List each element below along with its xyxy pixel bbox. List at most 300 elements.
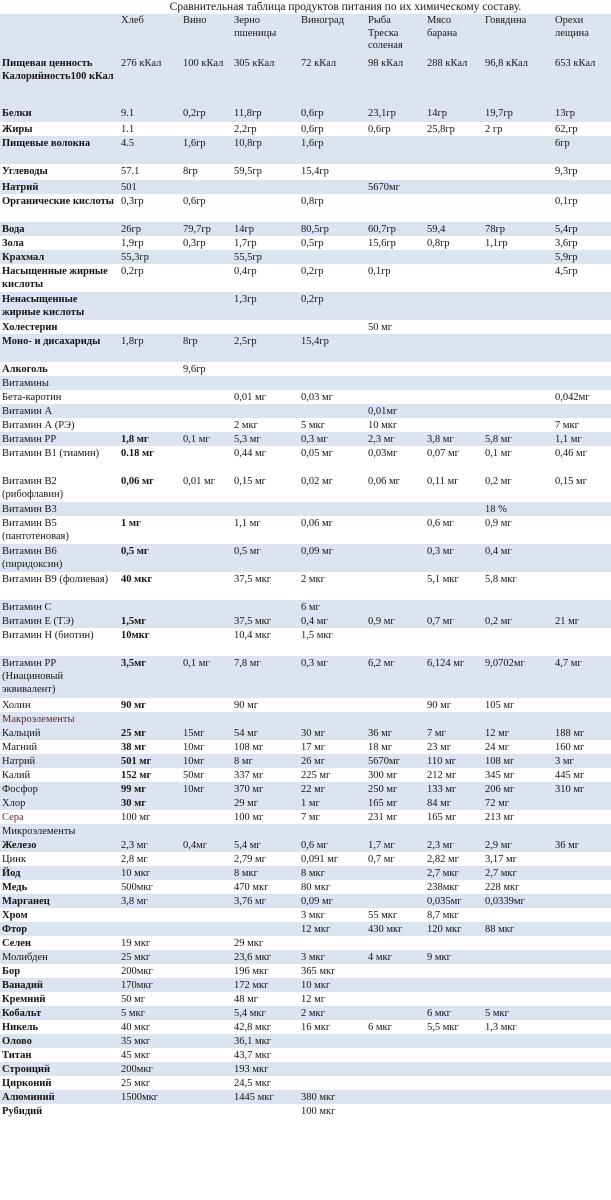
table-cell	[118, 502, 180, 516]
table-row	[0, 1034, 611, 1048]
table-cell: 36,1 мкг	[231, 1034, 298, 1048]
row-label: Зола	[0, 236, 118, 250]
table-row	[0, 894, 611, 908]
table-row	[0, 950, 611, 964]
table-cell	[118, 922, 180, 936]
table-row	[0, 726, 611, 740]
row-label: Жиры	[0, 122, 118, 136]
table-cell: 2 гр	[482, 122, 552, 136]
table-cell	[180, 866, 231, 880]
table-cell	[424, 824, 482, 838]
table-cell	[118, 418, 180, 432]
table-cell	[482, 292, 552, 320]
table-cell: 3 мкг	[298, 950, 365, 964]
table-cell: 0,6гр	[365, 122, 424, 136]
table-cell: 1,1 мг	[552, 432, 611, 446]
table-cell	[118, 712, 180, 726]
table-cell: 1445 мкг	[231, 1090, 298, 1104]
table-row	[0, 502, 611, 516]
table-cell: 8 мкг	[298, 866, 365, 880]
table-cell: 1500мкг	[118, 1090, 180, 1104]
table-cell: 5,3 мг	[231, 432, 298, 446]
table-cell: 0,09 мг	[298, 544, 365, 572]
table-cell	[482, 1104, 552, 1118]
table-cell: 10мкг	[118, 628, 180, 656]
table-cell	[231, 362, 298, 376]
table-cell	[424, 334, 482, 362]
row-label: Холестерин	[0, 320, 118, 334]
table-cell: 40 мкг	[118, 572, 180, 600]
table-cell	[365, 866, 424, 880]
table-cell	[180, 936, 231, 950]
table-cell: 25 мкг	[118, 950, 180, 964]
table-cell	[552, 936, 611, 950]
table-cell	[365, 600, 424, 614]
table-cell	[424, 1048, 482, 1062]
table-cell: 0,1гр	[365, 264, 424, 292]
table-cell	[298, 824, 365, 838]
table-cell	[424, 1104, 482, 1118]
table-cell	[365, 250, 424, 264]
table-row	[0, 978, 611, 992]
table-cell	[180, 600, 231, 614]
table-cell	[552, 852, 611, 866]
table-cell	[552, 978, 611, 992]
row-label: Медь	[0, 880, 118, 894]
table-row	[0, 1076, 611, 1090]
table-cell: 6,124 мг	[424, 656, 482, 698]
table-cell: 9 мкг	[424, 950, 482, 964]
table-cell: 5,8 мкг	[482, 572, 552, 600]
table-cell: 21 мг	[552, 614, 611, 628]
table-cell: 90 мг	[118, 698, 180, 712]
table-row	[0, 418, 611, 432]
table-cell	[298, 1048, 365, 1062]
table-cell	[231, 502, 298, 516]
row-label: Микроэлементы	[0, 824, 118, 838]
table-cell	[298, 712, 365, 726]
table-cell: 0,1 мг	[180, 656, 231, 698]
table-cell	[180, 250, 231, 264]
table-cell	[552, 1048, 611, 1062]
table-cell: 0,07 мг	[424, 446, 482, 474]
row-label: Витамин РР (Ниациновый эквивалент)	[0, 656, 118, 698]
table-cell: 98 кКал	[365, 56, 424, 106]
table-cell: 0,44 мг	[231, 446, 298, 474]
row-label: Алюминий	[0, 1090, 118, 1104]
table-row	[0, 838, 611, 852]
table-cell	[180, 180, 231, 194]
header-row	[0, 14, 611, 56]
table-cell	[180, 880, 231, 894]
row-label: Витамин Н (биотин)	[0, 628, 118, 656]
table-cell	[552, 404, 611, 418]
table-cell	[552, 1062, 611, 1076]
table-cell	[180, 628, 231, 656]
row-label: Фтор	[0, 922, 118, 936]
row-label: Витамины	[0, 376, 118, 390]
table-cell	[552, 1104, 611, 1118]
table-cell: 160 мг	[552, 740, 611, 754]
table-cell	[552, 362, 611, 376]
table-cell	[482, 978, 552, 992]
row-label: Витамин А (РЭ)	[0, 418, 118, 432]
table-cell: 6,2 мг	[365, 656, 424, 698]
table-cell	[482, 1034, 552, 1048]
table-row	[0, 852, 611, 866]
table-row	[0, 1104, 611, 1118]
table-cell	[365, 292, 424, 320]
table-cell: 0,4мг	[180, 838, 231, 852]
table-cell: 10,8гр	[231, 136, 298, 164]
table-cell: 300 мг	[365, 768, 424, 782]
table-cell	[424, 264, 482, 292]
table-cell: 8 мг	[231, 754, 298, 768]
table-body	[0, 14, 611, 1118]
table-cell: 43,7 мкг	[231, 1048, 298, 1062]
table-row	[0, 334, 611, 362]
table-cell: 2,79 мг	[231, 852, 298, 866]
table-cell	[552, 894, 611, 908]
table-cell: 11,8гр	[231, 106, 298, 122]
table-cell	[118, 362, 180, 376]
table-cell: 9,0702мг	[482, 656, 552, 698]
table-cell	[424, 292, 482, 320]
table-cell: 196 мкг	[231, 964, 298, 978]
table-cell: 0,7 мг	[424, 614, 482, 628]
table-row	[0, 236, 611, 250]
row-label: Олово	[0, 1034, 118, 1048]
table-cell	[180, 1090, 231, 1104]
table-cell: 15,4гр	[298, 164, 365, 180]
table-cell: 206 мг	[482, 782, 552, 796]
row-label: Вода	[0, 222, 118, 236]
table-cell	[552, 922, 611, 936]
table-cell: 0,8гр	[298, 194, 365, 222]
table-cell	[552, 292, 611, 320]
table-cell	[482, 1048, 552, 1062]
table-cell: 0,05 мг	[298, 446, 365, 474]
section-label: Макроэлементы	[0, 712, 118, 726]
header-corner	[0, 14, 118, 56]
table-row	[0, 936, 611, 950]
table-row	[0, 600, 611, 614]
table-cell: 90 мг	[231, 698, 298, 712]
table-cell	[552, 320, 611, 334]
table-cell: 10мг	[180, 782, 231, 796]
table-cell: 0.18 мг	[118, 446, 180, 474]
table-cell: 0,2 мг	[482, 614, 552, 628]
section-label: Сера	[0, 810, 118, 824]
table-row	[0, 1062, 611, 1076]
table-row	[0, 250, 611, 264]
table-cell	[231, 180, 298, 194]
table-row	[0, 740, 611, 754]
table-cell	[552, 1006, 611, 1020]
table-cell: 8гр	[180, 334, 231, 362]
row-label: Стронций	[0, 1062, 118, 1076]
table-row	[0, 136, 611, 164]
table-cell	[552, 810, 611, 824]
table-cell: 50 мг	[365, 320, 424, 334]
row-label: Железо	[0, 838, 118, 852]
table-cell: 430 мкг	[365, 922, 424, 936]
table-cell: 4 мкг	[365, 950, 424, 964]
table-cell: 55,5гр	[231, 250, 298, 264]
table-cell: 0,091 мг	[298, 852, 365, 866]
table-cell	[424, 600, 482, 614]
table-cell	[365, 164, 424, 180]
table-row	[0, 1048, 611, 1062]
table-cell: 231 мг	[365, 810, 424, 824]
table-cell: 110 мг	[424, 754, 482, 768]
table-row	[0, 922, 611, 936]
table-cell: 0,15 мг	[231, 474, 298, 502]
row-label: Кальций	[0, 726, 118, 740]
row-label: Моно- и дисахариды	[0, 334, 118, 362]
table-cell	[118, 390, 180, 404]
table-cell: 305 кКал	[231, 56, 298, 106]
table-cell	[180, 1062, 231, 1076]
table-cell	[424, 978, 482, 992]
table-cell: 500мкг	[118, 880, 180, 894]
table-cell	[482, 908, 552, 922]
table-cell	[180, 712, 231, 726]
table-cell: 9.1	[118, 106, 180, 122]
table-cell: 54 мг	[231, 726, 298, 740]
table-row	[0, 824, 611, 838]
table-cell	[180, 1104, 231, 1118]
table-cell: 13гр	[552, 106, 611, 122]
table-cell: 3,5мг	[118, 656, 180, 698]
table-cell: 37,5 мкг	[231, 614, 298, 628]
table-cell	[298, 1034, 365, 1048]
table-row	[0, 474, 611, 502]
table-cell: 200мкг	[118, 964, 180, 978]
table-row	[0, 908, 611, 922]
table-cell	[180, 572, 231, 600]
table-cell	[298, 250, 365, 264]
table-cell	[482, 824, 552, 838]
table-cell: 36 мг	[552, 838, 611, 852]
row-label: Фосфор	[0, 782, 118, 796]
table-cell: 45 мкг	[118, 1048, 180, 1062]
table-cell	[552, 992, 611, 1006]
table-cell	[180, 418, 231, 432]
table-cell	[365, 824, 424, 838]
table-cell	[180, 810, 231, 824]
table-cell: 0,15 мг	[552, 474, 611, 502]
column-header: Орехи лещина	[552, 14, 611, 56]
row-label: Бор	[0, 964, 118, 978]
column-header: Мясо барана	[424, 14, 482, 56]
table-row	[0, 880, 611, 894]
table-cell: 2,3 мг	[365, 432, 424, 446]
table-cell	[231, 600, 298, 614]
table-row	[0, 572, 611, 600]
table-row	[0, 1006, 611, 1020]
table-cell	[482, 1076, 552, 1090]
table-cell	[365, 572, 424, 600]
table-cell: 2,3 мг	[424, 838, 482, 852]
table-cell: 1,7гр	[231, 236, 298, 250]
table-cell: 310 мг	[552, 782, 611, 796]
table-cell	[365, 390, 424, 404]
table-cell: 88 мкг	[482, 922, 552, 936]
table-cell	[231, 712, 298, 726]
table-cell: 288 кКал	[424, 56, 482, 106]
row-label: Магний	[0, 740, 118, 754]
table-cell: 5 мкг	[482, 1006, 552, 1020]
table-cell: 2 мкг	[298, 1006, 365, 1020]
table-cell	[552, 180, 611, 194]
table-cell: 0,3 мг	[298, 432, 365, 446]
table-cell: 0,2 мг	[482, 474, 552, 502]
table-cell: 3,17 мг	[482, 852, 552, 866]
table-cell	[552, 950, 611, 964]
row-label: Рубидий	[0, 1104, 118, 1118]
table-cell: 0,02 мг	[298, 474, 365, 502]
table-cell: 2 мкг	[231, 418, 298, 432]
table-row	[0, 264, 611, 292]
table-cell: 25,8гр	[424, 122, 482, 136]
table-cell: 0,1 мг	[180, 432, 231, 446]
table-cell: 108 мг	[231, 740, 298, 754]
table-cell	[298, 376, 365, 390]
table-cell: 78гр	[482, 222, 552, 236]
table-cell	[424, 320, 482, 334]
table-cell: 26 мг	[298, 754, 365, 768]
table-cell	[180, 404, 231, 418]
table-cell: 84 мг	[424, 796, 482, 810]
table-cell	[552, 698, 611, 712]
table-cell	[365, 712, 424, 726]
table-cell: 29 мкг	[231, 936, 298, 950]
table-cell: 18 мг	[365, 740, 424, 754]
table-cell	[180, 978, 231, 992]
table-row	[0, 194, 611, 222]
table-cell: 0,6гр	[298, 106, 365, 122]
table-cell: 501	[118, 180, 180, 194]
table-cell: 55 мкг	[365, 908, 424, 922]
table-cell	[180, 446, 231, 474]
table-cell	[482, 136, 552, 164]
row-label: Кремний	[0, 992, 118, 1006]
row-label: Натрий	[0, 180, 118, 194]
table-cell: 170мкг	[118, 978, 180, 992]
table-row	[0, 292, 611, 320]
table-cell	[424, 164, 482, 180]
table-cell: 30 мг	[298, 726, 365, 740]
row-label: Хлор	[0, 796, 118, 810]
table-cell: 3 мкг	[298, 908, 365, 922]
table-cell	[231, 824, 298, 838]
table-cell: 228 мкг	[482, 880, 552, 894]
table-cell	[482, 712, 552, 726]
table-cell	[365, 194, 424, 222]
table-cell	[231, 404, 298, 418]
table-cell	[365, 936, 424, 950]
table-cell: 1 мг	[298, 796, 365, 810]
table-cell	[180, 1020, 231, 1034]
table-cell: 3 мг	[552, 754, 611, 768]
row-label: Йод	[0, 866, 118, 880]
table-cell	[482, 250, 552, 264]
table-cell: 26гр	[118, 222, 180, 236]
table-cell	[424, 136, 482, 164]
table-cell	[424, 964, 482, 978]
table-cell	[365, 516, 424, 544]
table-cell: 0,9 мг	[365, 614, 424, 628]
table-cell	[552, 600, 611, 614]
table-cell	[365, 894, 424, 908]
row-label: Пищевые волокна	[0, 136, 118, 164]
table-cell	[482, 264, 552, 292]
table-cell	[482, 628, 552, 656]
table-row	[0, 164, 611, 180]
table-cell	[365, 362, 424, 376]
row-label: Крахмал	[0, 250, 118, 264]
table-cell: 365 мкг	[298, 964, 365, 978]
table-cell	[180, 908, 231, 922]
table-cell	[424, 936, 482, 950]
table-cell: 0,09 мг	[298, 894, 365, 908]
table-row	[0, 964, 611, 978]
table-cell	[118, 824, 180, 838]
table-cell	[424, 712, 482, 726]
table-cell	[180, 614, 231, 628]
table-cell	[118, 292, 180, 320]
table-cell: 17 мг	[298, 740, 365, 754]
table-cell	[482, 404, 552, 418]
table-cell: 1,1 мг	[231, 516, 298, 544]
table-cell: 30 мг	[118, 796, 180, 810]
table-cell	[180, 1048, 231, 1062]
table-row	[0, 1020, 611, 1034]
table-cell: 0,46 мг	[552, 446, 611, 474]
table-cell	[365, 1048, 424, 1062]
table-row	[0, 56, 611, 106]
table-cell: 72 мг	[482, 796, 552, 810]
table-cell	[118, 908, 180, 922]
table-cell	[365, 880, 424, 894]
table-cell: 0,1гр	[552, 194, 611, 222]
row-label: Углеводы	[0, 164, 118, 180]
row-label: Бета-каротин	[0, 390, 118, 404]
table-cell	[118, 376, 180, 390]
table-cell	[365, 628, 424, 656]
table-cell: 1,5 мкг	[298, 628, 365, 656]
table-cell	[552, 964, 611, 978]
table-cell: 1,1гр	[482, 236, 552, 250]
table-row	[0, 698, 611, 712]
table-cell: 19,7гр	[482, 106, 552, 122]
table-row	[0, 432, 611, 446]
table-cell: 0,01 мг	[231, 390, 298, 404]
table-cell	[424, 992, 482, 1006]
table-cell: 2,7 мкг	[424, 866, 482, 880]
table-cell	[231, 1104, 298, 1118]
table-cell: 0,1 мг	[482, 446, 552, 474]
table-cell: 29 мг	[231, 796, 298, 810]
row-label: Пищевая ценность Калорийность100 кКал	[0, 56, 118, 106]
row-label: Никель	[0, 1020, 118, 1034]
table-cell	[365, 978, 424, 992]
table-cell: 23,6 мкг	[231, 950, 298, 964]
row-label: Витамин С	[0, 600, 118, 614]
table-row	[0, 1090, 611, 1104]
table-cell	[298, 698, 365, 712]
